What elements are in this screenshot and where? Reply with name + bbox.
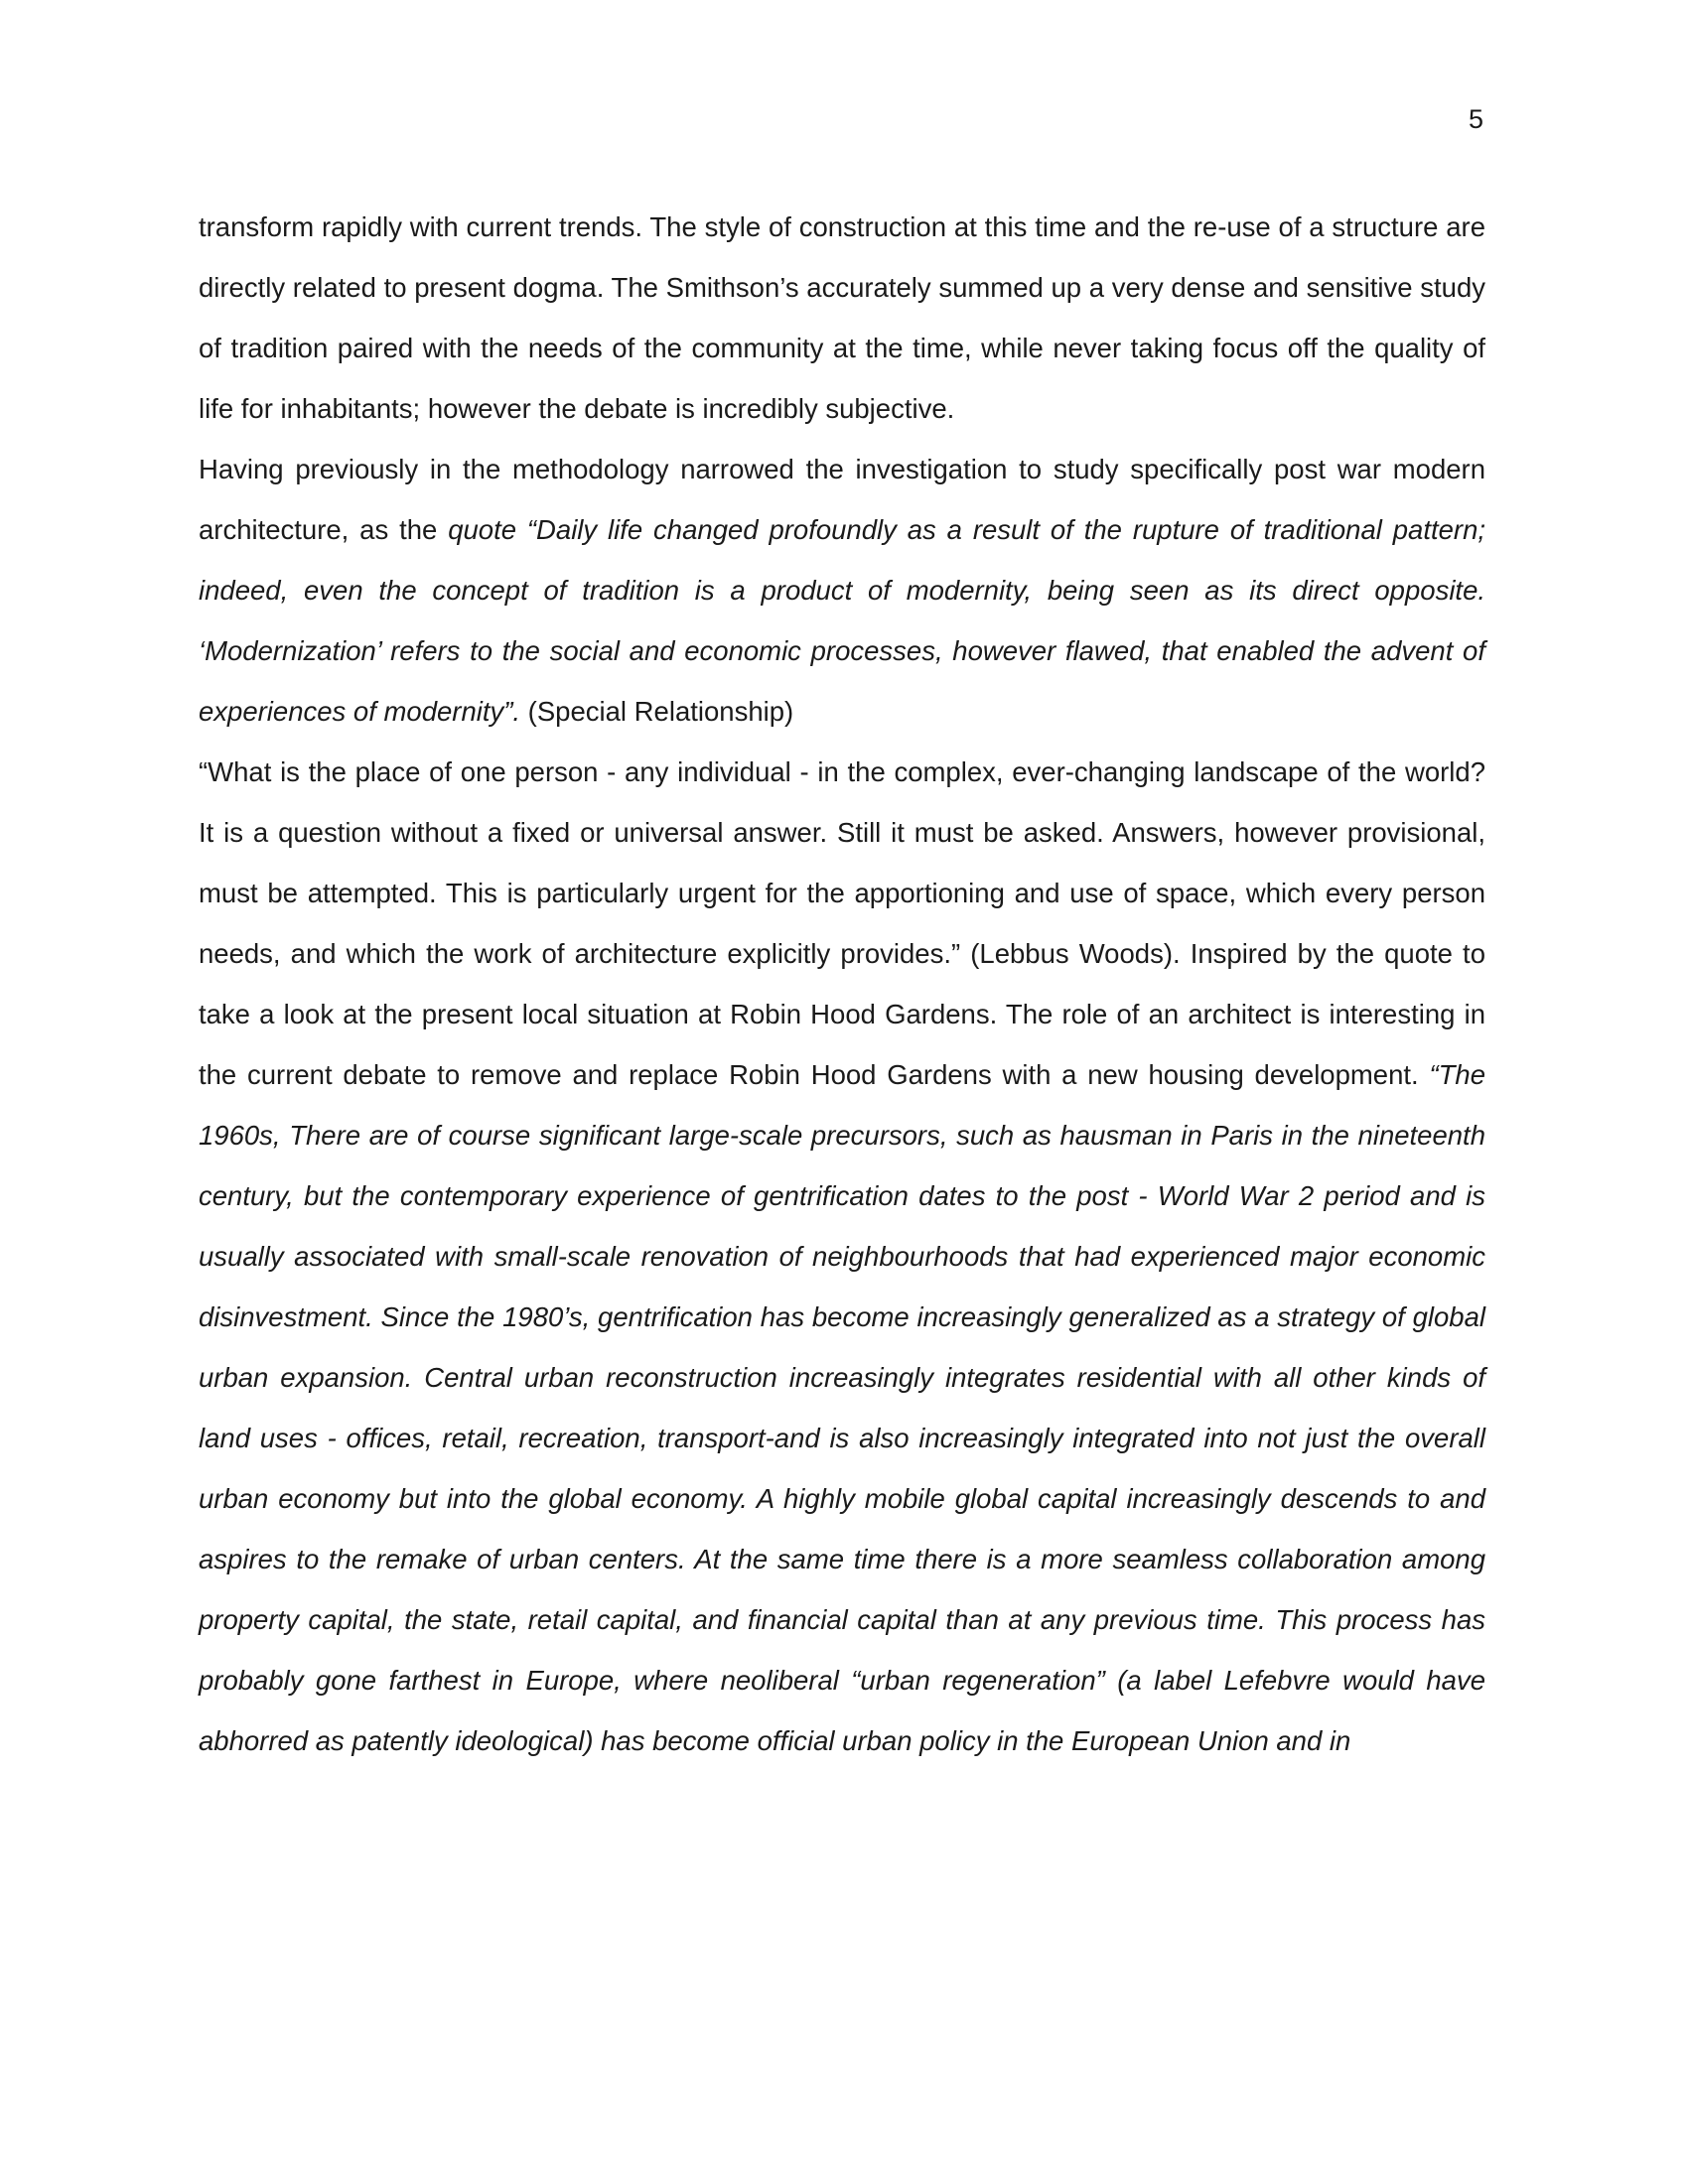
italic-quote: quote “Daily life changed profoundly as a result of the rupture of traditional pattern; indeed, even the concept of tradition is a product of modernity, being seen as its direct opposite. ‘Modernization’ refers to the social and economic processes, however flawed, that enabled the advent of experiences of modernity”. xyxy=(199,514,1485,727)
paragraph-smithson-conclusion xyxy=(199,197,1485,439)
italic-quote: “The 1960s, There are of course significant large-scale precursors, such as hausman in Paris in the nineteenth century, but the contemporary experience of gentrification dates to the post - World War 2 period and is usually associated with small-scale renovation of neighbourhoods that had experienced major economic disinvestment. Since the 1980’s, gentrification has become increasingly generalized as a strategy of global urban expansion. Central urban reconstruction increasingly integrates residential with all other kinds of land uses - offices, retail, recreation, transport-and is also increasingly integrated into not just the overall urban economy but into the global economy. A highly mobile global capital increasingly descends to and aspires to the remake of urban centers. At the same time there is a more seamless collaboration among property capital, the state, retail capital, and financial capital than at any previous time. This process has probably gone farthest in Europe, where neoliberal “urban regeneration” (a label Lefebvre would have abhorred as patently ideological) has become official urban policy in the European Union and in xyxy=(199,1059,1485,1756)
citation: (Special Relationship) xyxy=(520,696,794,727)
paragraph-text: “What is the place of one person - any individual - in the complex, ever-changing landscape of the world? It is a question without a fixed or universal answer. Still it must be asked. Answers, however provisional, must be attempted. This is particularly urgent for the apportioning and use of space, which every person needs, and which the work of architecture explicitly provides.” (Lebbus Woods). Inspired by the quote to take a look at the present local situation at Robin Hood Gardens. The role of an architect is interesting in the current debate to remove and replace Robin Hood Gardens with a new housing development. xyxy=(199,756,1485,1090)
paragraph-modernity-quote xyxy=(199,439,1485,742)
paragraph-text: transform rapidly with current trends. The style of construction at this time and the re-use of a structure are directly related to present dogma. The Smithson’s accurately summed up a very dense and sensitive study of tradition paired with the needs of the community at the time, while never taking focus off the quality of life for inhabitants; however the debate is incredibly subjective. xyxy=(199,211,1485,424)
paragraph-text: Having previously in the methodology narrowed the investigation to study specifically post war modern architecture, as the xyxy=(199,454,1485,545)
page-number: 5 xyxy=(1468,104,1483,134)
paragraph-lebbus-woods xyxy=(199,742,1485,1771)
body-text xyxy=(199,197,1485,1771)
